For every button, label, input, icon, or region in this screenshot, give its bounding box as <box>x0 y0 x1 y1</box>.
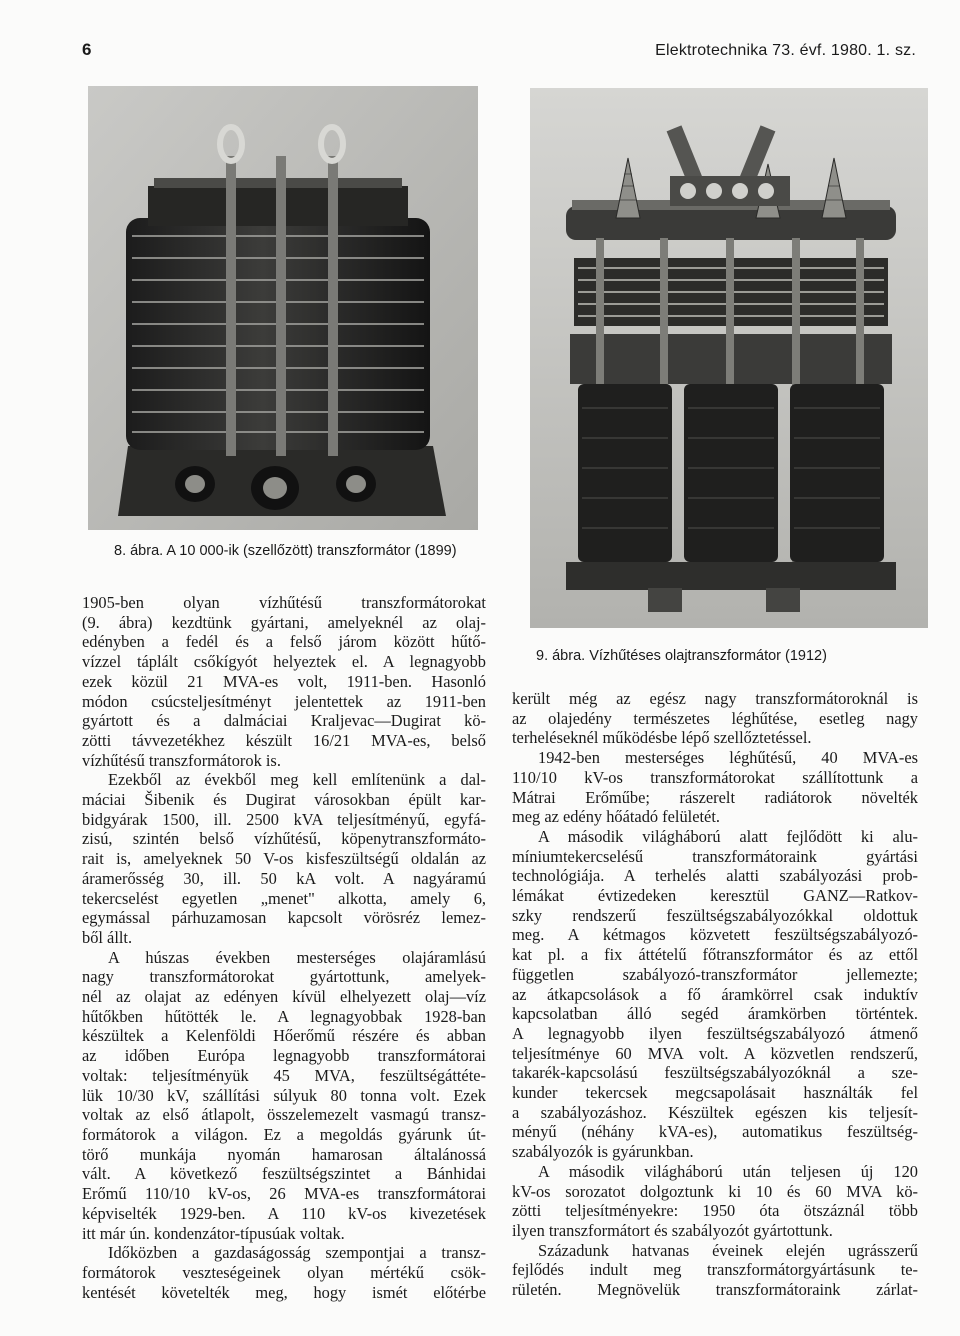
text-line: A húszas években mesterséges olajáramlású <box>108 947 486 967</box>
text-line: egymással párhuzamosan kapcsolt vörösréz lemez- <box>82 908 486 928</box>
text-line: (9. ábra) kezdtünk gyártani, amelyeknél az olaj- <box>82 612 486 632</box>
text-line: készültek a Kelenföldi Hőerőmű részére és abban <box>82 1026 486 1046</box>
text-line: került még az egész nagy transzformátoroknál is <box>512 689 918 708</box>
text-line: zötti távvezetékhez készült 16/21 MVA-es, belső <box>82 730 486 750</box>
text-line: szabályozók is gyárunkban. <box>512 1142 694 1162</box>
right-text-column <box>512 689 918 1300</box>
text-line: kV-os sorozatot dolgoztunk ki 10 és 60 MVA kö- <box>512 1181 918 1201</box>
text-line: kentését követelték meg, hogy ismét előtérbe <box>82 1282 486 1302</box>
text-line: törő munkája nyomán hamarosan általánossá <box>82 1144 486 1164</box>
text-line: kunder tekercsek megcsapolásait használták fel <box>512 1083 918 1103</box>
text-line: áramerősség 30, ill. 50 kA volt. A nagyáramú <box>82 868 486 888</box>
text-line: rait is, amelyeknek 50 V-os kisfeszültségű oldalán az <box>82 849 486 869</box>
figure-9-caption: 9. ábra. Vízhűtéses olajtranszformátor (1912) <box>536 648 827 664</box>
text-line: takarék-kapcsolású feszültségszabályozóknál a sze- <box>512 1063 918 1083</box>
text-line: formátorok veszteségeinek olyan mértékű csök- <box>82 1262 486 1282</box>
left-text-column <box>82 593 486 1302</box>
text-line: zötti teljesítményekre: 1950 óta ötszáznál több <box>512 1201 918 1221</box>
text-line: az átkapcsolások a fő áramkörrel csak induktív <box>512 984 918 1004</box>
text-line: teljesítménye 60 MVA volt. A közvetlen rendszerű, <box>512 1043 918 1063</box>
figure-8-photo <box>88 86 478 530</box>
text-line: A második világháború után teljesen új 120 <box>538 1161 918 1181</box>
text-line: itt már ún. kondenzátor-típusúak voltak. <box>82 1223 345 1243</box>
text-line: meg az edény hőátadó felületét. <box>512 807 720 827</box>
text-line: lémákat évtizedeken keresztül GANZ—Ratkov- <box>512 886 918 906</box>
text-line: kapcsolatban álló segéd áramkörben történtek. <box>512 1004 918 1024</box>
text-line: kat pl. a fix áttételű főtranszformátor és az ettől <box>512 945 918 965</box>
text-line: 110/10 kV-os transzformátorokat szállítottunk a <box>512 767 918 787</box>
text-line: voltak: teljesítményük 45 MVA, feszültségáttéte- <box>82 1065 486 1085</box>
text-line: Mátrai Erőműbe; rászerelt radiátorok növelték <box>512 787 918 807</box>
text-line: szky rendszerű feszültségszabályozókkal oldottuk <box>512 905 918 925</box>
text-line: A második világháború alatt fejlődött ki alu- <box>538 826 918 846</box>
text-line: vízhűtésű transzformátorok is. <box>82 750 281 770</box>
text-line: a szabályozáshoz. Készültek egészen kis teljesít- <box>512 1102 918 1122</box>
figure-8-caption: 8. ábra. A 10 000-ik (szellőzött) transzformátor (1899) <box>114 543 457 559</box>
text-line: technológiája. A terhelés alatti szabályozási prob- <box>512 866 918 886</box>
text-line: ilyen transzformátort és szabályozót gyártottunk. <box>512 1220 833 1240</box>
text-line: zisú, szintén belső vízhűtésű, köpenytranszformáto- <box>82 829 486 849</box>
text-line: nagy transzformátorokat gyártottunk, amelyek- <box>82 967 486 987</box>
text-line: módon csúcsteljesítményt jelentettek az 1911-ben <box>82 691 486 711</box>
text-line: vízzel táplált csőkígyót helyeztek el. A legnagyobb <box>82 652 486 672</box>
text-line: gyártott és a dalmáciai Kraljevac—Dugirat kö- <box>82 711 486 731</box>
text-line: tekercselést egyetlen „menet" alkotta, amely 6, <box>82 888 486 908</box>
text-line: vált. A következő feszültségszintet a Bánhidai <box>82 1164 486 1184</box>
text-line: fejlődés indult meg transzformátorgyártásunk te- <box>512 1260 918 1280</box>
text-line: hűtőkben hűtötték le. A legnagyobbak 1928-ban <box>82 1006 486 1026</box>
text-line: az olajedény természetes léghűtése, esetleg nagy <box>512 708 918 728</box>
text-line: az időben Európa legnagyobb transzformátorai <box>82 1046 486 1066</box>
text-line: lük 10/30 kV, szállítási súlyuk 80 tonna volt. Ezek <box>82 1085 486 1105</box>
text-line: Századunk hatvanas éveinek elején ugrásszerű <box>538 1240 918 1260</box>
text-line: terheléseknél működésbe lépő szellőztetéssel. <box>512 728 812 748</box>
text-line: meg. A kétmagos közvetett feszültségszabályozó- <box>512 925 918 945</box>
text-line: voltak az első átlapolt, összelemezelt vasmagú transz- <box>82 1105 486 1125</box>
text-line: míniumtekercselésű transzformátoraink gyártási <box>512 846 918 866</box>
text-line: ezek közül 21 MVA-es volt, 1911-ben. Hasonló <box>82 671 486 691</box>
text-line: rületén. Megnövelük transzformátoraink zárlat- <box>512 1280 918 1300</box>
text-line: nél az olajat az edényen kívül elhelyezett olaj—víz <box>82 987 486 1007</box>
text-line: bidgyárak 1500, ill. 2500 kVA teljesítményű, egyfá- <box>82 809 486 829</box>
text-line: edényben a fedél és a felső járom között hűtő- <box>82 632 486 652</box>
text-line: Erőmű 110/10 kV-os, 26 MVA-es transzformátorai <box>82 1184 486 1204</box>
text-line: ményű (néhány kVA-es), automatikus feszültség- <box>512 1122 918 1142</box>
text-line: ből állt. <box>82 927 133 947</box>
text-line: független szabályozó-transzformátor jellemezte; <box>512 964 918 984</box>
text-line: 1905-ben olyan vízhűtésű transzformátorokat <box>82 593 486 612</box>
text-line: formátorok a világon. Ez a megoldás gyárunk út- <box>82 1124 486 1144</box>
text-line: képviselték 1929-ben. A 110 kV-os kivezetések <box>82 1203 486 1223</box>
text-line: máciai Šibenik és Dugirat városokban épült kar- <box>82 790 486 810</box>
text-line: Ezekből az évekből meg kell említenünk a dal- <box>108 770 486 790</box>
figure-9-photo <box>530 88 928 628</box>
text-line: A legnagyobb ilyen feszültségszabályozó átmenő <box>512 1023 918 1043</box>
running-title: Elektrotechnika 73. évf. 1980. 1. sz. <box>655 42 916 59</box>
text-line: Időközben a gazdaságosság szempontjai a transz- <box>108 1243 486 1263</box>
page-number: 6 <box>82 40 92 59</box>
text-line: 1942-ben mesterséges léghűtésű, 40 MVA-es <box>538 748 918 768</box>
